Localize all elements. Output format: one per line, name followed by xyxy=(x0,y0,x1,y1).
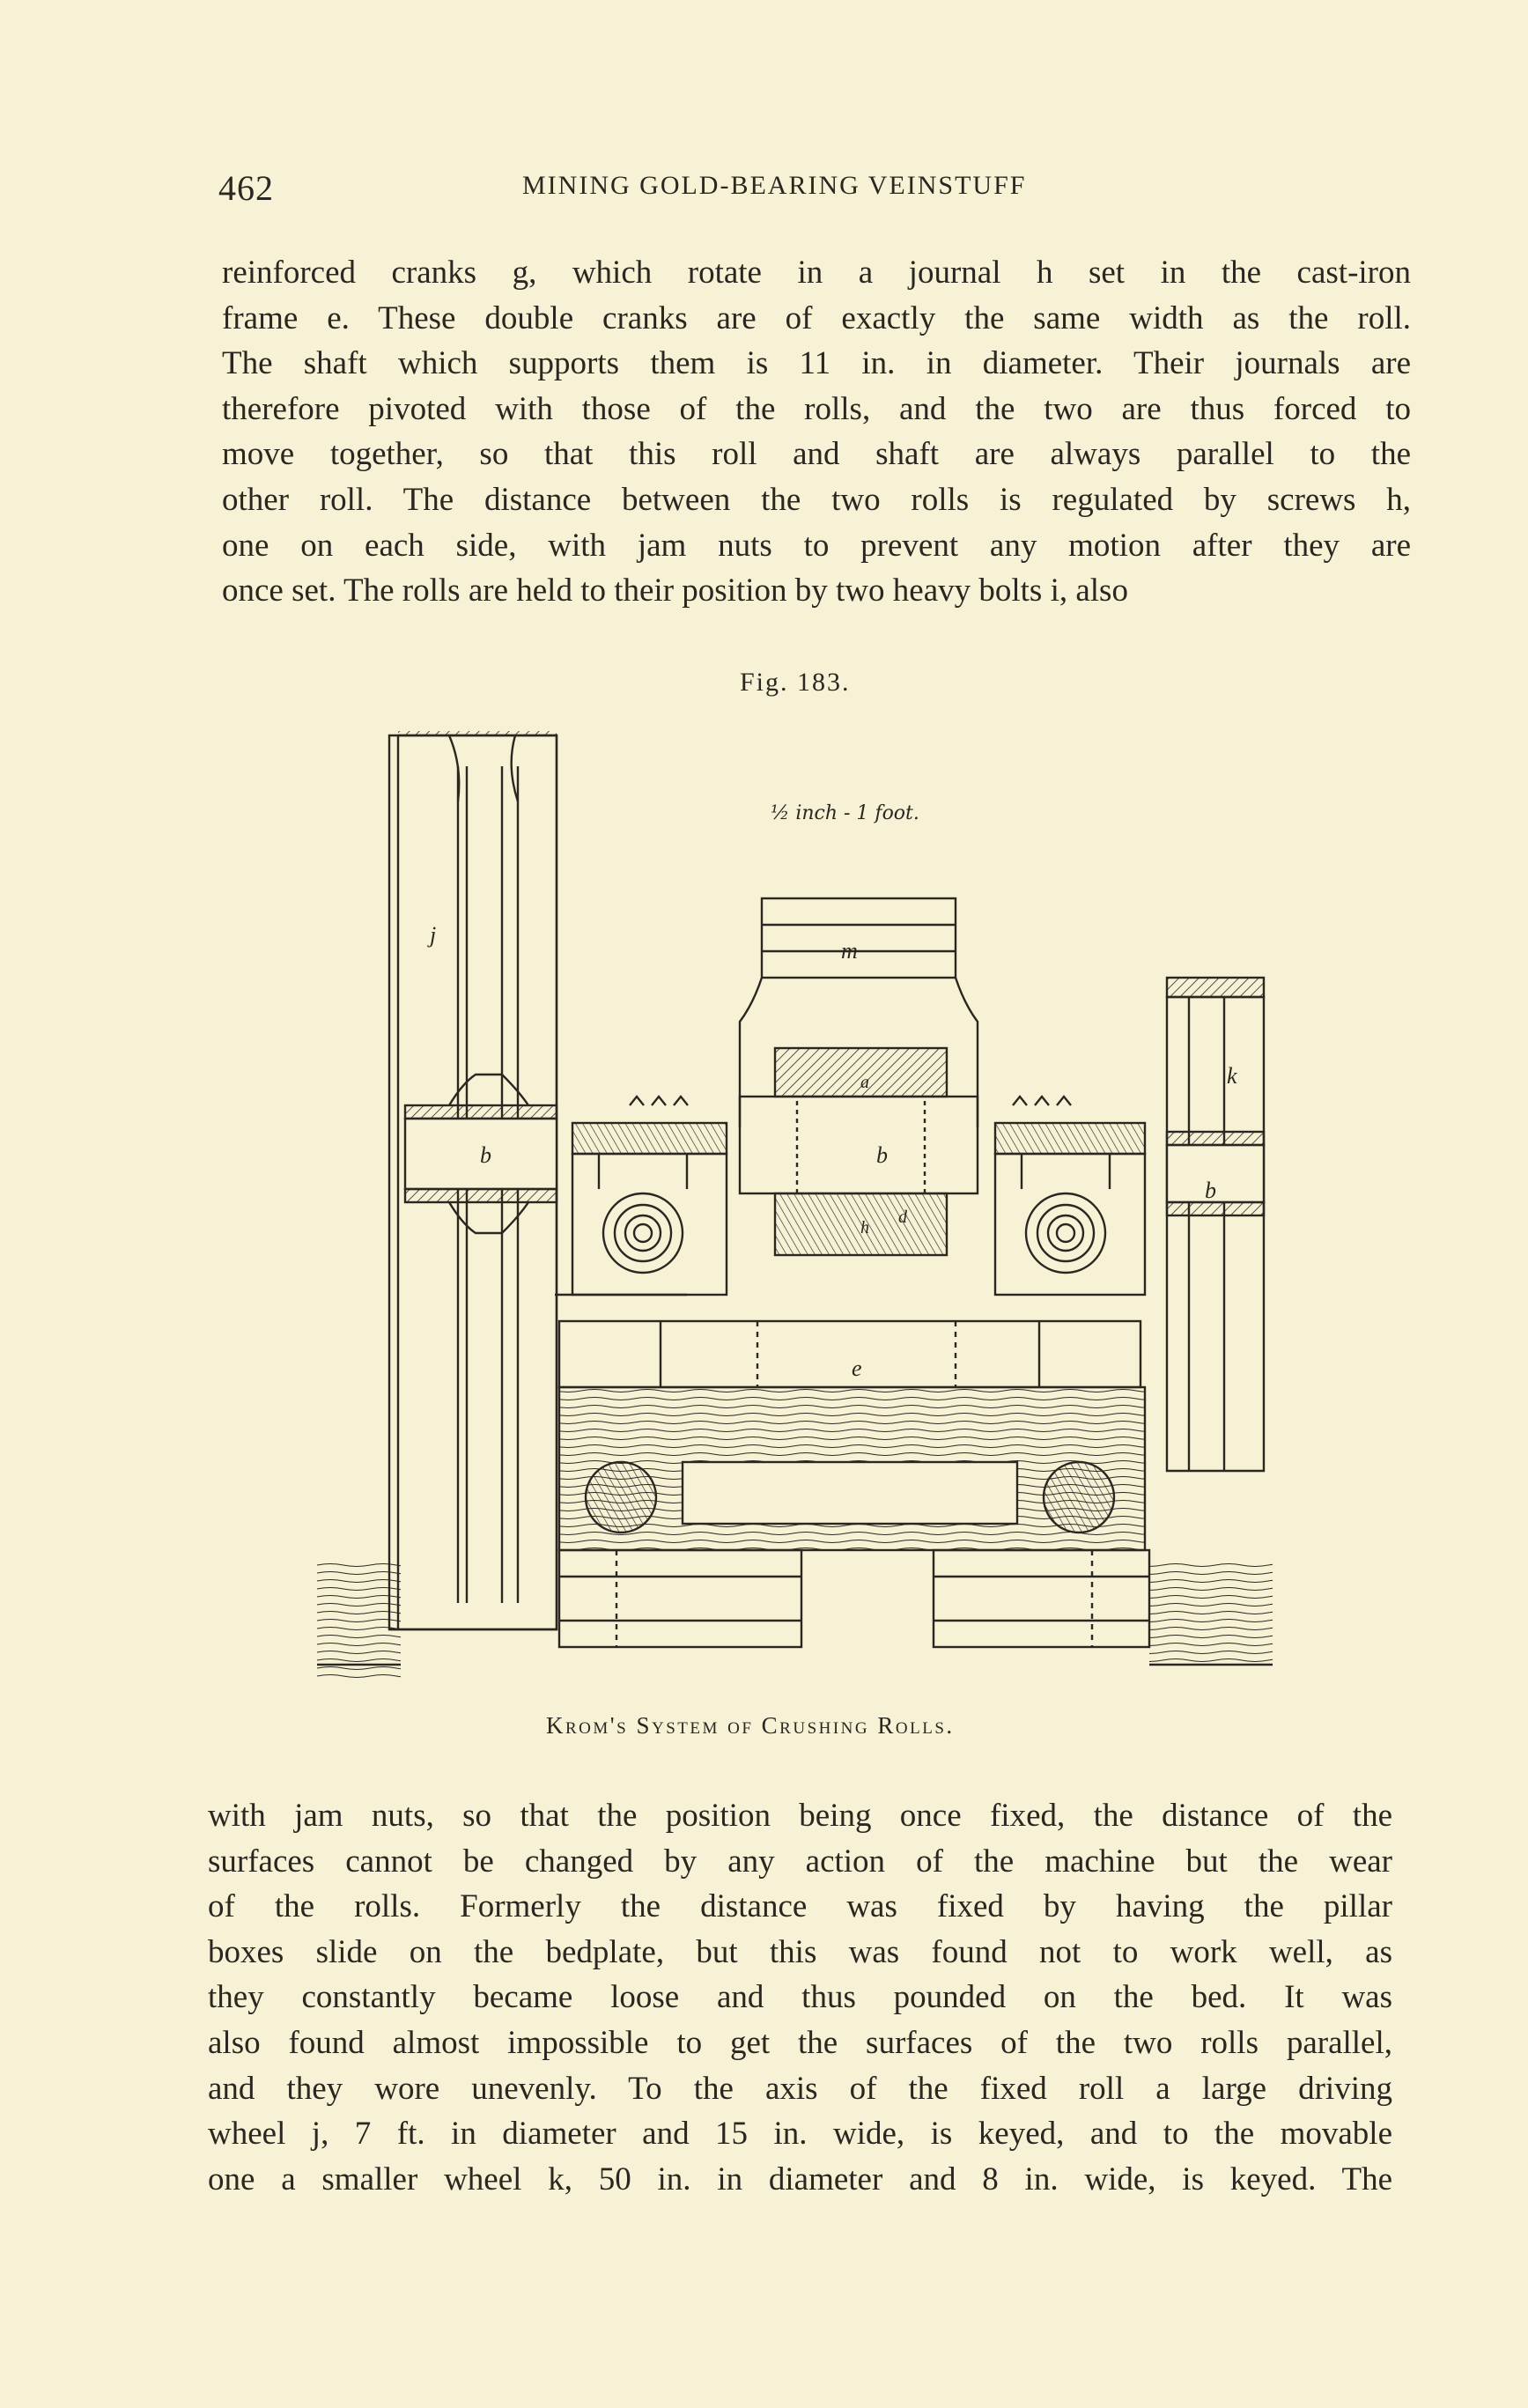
figure-label: Fig. 183. xyxy=(740,668,851,697)
label-h: h xyxy=(860,1218,869,1237)
ground-hatching-right xyxy=(1149,1559,1273,1665)
label-b-right: b xyxy=(1205,1178,1216,1203)
bedplate-frame-e xyxy=(559,1321,1140,1387)
text-line: one on each side, with jam nuts to prevent any motion after they are xyxy=(222,527,1411,564)
text-line: reinforced cranks g, which rotate in a journal h set in the cast-iron xyxy=(222,255,1411,291)
text-line: The shaft which supports them is 11 in. in diameter. Their journals are xyxy=(222,345,1411,382)
text-line: and they wore unevenly. To the axis of the fixed roll a large driving xyxy=(208,2070,1392,2107)
scale-note: ½ inch - 1 foot. xyxy=(771,802,919,824)
page-number: 462 xyxy=(218,168,274,208)
text-line: once set. The rolls are held to their position by two heavy bolts i, also xyxy=(222,572,1128,609)
label-e: e xyxy=(852,1355,862,1381)
text-line: of the rolls. Formerly the distance was fixed by having the pillar xyxy=(208,1888,1392,1925)
text-line: move together, so that this roll and shaft are always parallel to the xyxy=(222,436,1411,473)
text-line: boxes slide on the bedplate, but this was found not to work well, as xyxy=(208,1933,1392,1970)
paragraph-top xyxy=(222,250,1411,614)
ground-hatching-left xyxy=(317,1559,401,1682)
text-line: with jam nuts, so that the position being once fixed, the distance of the xyxy=(208,1798,1392,1834)
text-line: other roll. The distance between the two rolls is regulated by screws h, xyxy=(222,481,1411,518)
label-b-center: b xyxy=(876,1142,888,1168)
small-wheel-k xyxy=(1167,978,1264,1471)
left-pillar-box xyxy=(555,1097,727,1295)
text-line: they constantly became loose and thus pounded on the bed. It was xyxy=(208,1979,1392,2016)
text-line: therefore pivoted with those of the rolls, and the two are thus forced to xyxy=(222,390,1411,427)
figure-caption: Krom's System of Crushing Rolls. xyxy=(546,1712,955,1739)
right-pillar-box xyxy=(995,1097,1145,1295)
page-header xyxy=(218,167,1118,211)
label-k: k xyxy=(1227,1063,1237,1089)
label-b-left: b xyxy=(480,1142,491,1168)
text-line: wheel j, 7 ft. in diameter and 15 in. wide, is keyed, and to the movable xyxy=(208,2116,1392,2153)
timber-foundation xyxy=(559,1387,1149,1647)
text-line: frame e. These double cranks are of exactly the same width as the roll. xyxy=(222,299,1411,336)
text-line: surfaces cannot be changed by any action of the machine but the wear xyxy=(208,1843,1392,1880)
text-line: also found almost impossible to get the surfaces of the two rolls parallel, xyxy=(208,2024,1392,2061)
crushing-rolls-illustration xyxy=(317,713,1286,1691)
label-d: d xyxy=(898,1208,907,1227)
label-j: j xyxy=(430,922,437,948)
paragraph-bottom xyxy=(208,1793,1392,2202)
text-line: one a smaller wheel k, 50 in. in diameter and 8 in. wide, is keyed. The xyxy=(208,2161,1392,2197)
driving-wheel-j xyxy=(389,731,557,1629)
label-m: m xyxy=(841,938,858,964)
center-housing xyxy=(740,898,978,1255)
running-head: MINING GOLD-BEARING VEINSTUFF xyxy=(522,171,1027,200)
label-a: a xyxy=(860,1073,869,1092)
